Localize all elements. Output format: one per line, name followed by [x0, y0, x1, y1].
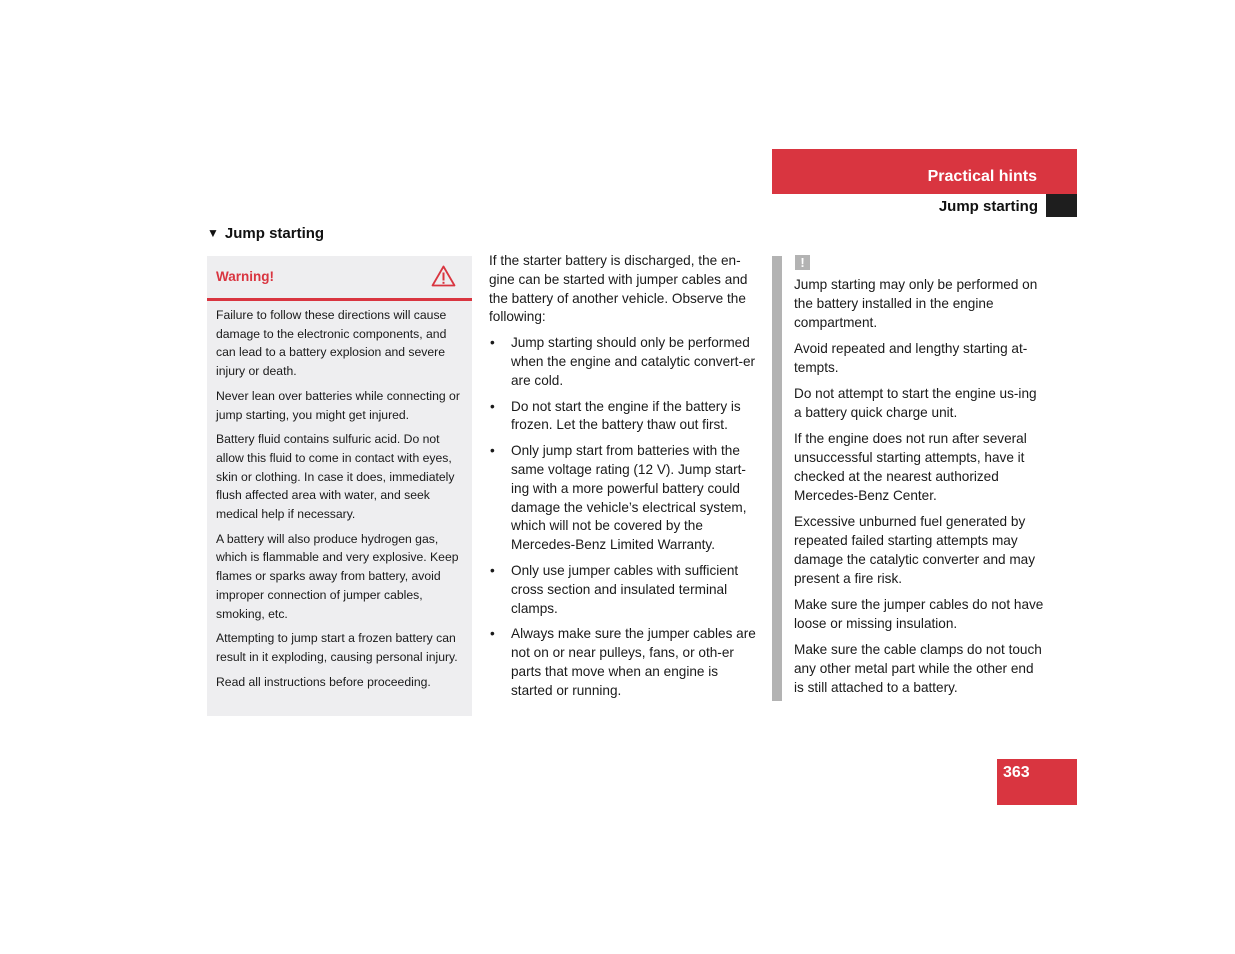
bullet-icon: • [490, 562, 495, 578]
warning-paragraph: Read all instructions before proceeding. [216, 674, 431, 689]
notice-paragraph: Make sure the cable clamps do not touch any other metal part while the other end is still attached to a battery. [794, 642, 1042, 695]
list-item [489, 625, 757, 700]
page-number-box [997, 759, 1077, 805]
warning-header [207, 256, 472, 301]
section-marker [1046, 194, 1077, 217]
bullet-icon: • [490, 443, 495, 459]
exclamation-icon: ! [795, 255, 810, 270]
list-item-text: Always make sure the jumper cables are not on or near pulleys, fans, or oth-er parts that move when an engine is started or running. [511, 626, 756, 698]
section-title: Jump starting [938, 198, 1038, 215]
warning-paragraph: A battery will also produce hydrogen gas, which is flammable and very explosive. Keep flames or sparks away from battery, avoid improper connection of jumper cables, smoking, etc. [216, 531, 459, 621]
warning-box [207, 256, 472, 716]
list-item-text: Only jump start from batteries with the same voltage rating (12 V). Jump start-ing with a more powerful battery could damage the vehicle’s electrical system, which will not be covered by the Mercedes-Benz Limited Warranty. [511, 443, 747, 553]
notice-paragraph: Make sure the jumper cables do not have loose or missing insulation. [794, 596, 1044, 631]
notice-paragraph: Excessive unburned fuel generated by repeated failed starting attempts may damage the catalytic converter and may present a fire risk. [794, 514, 1036, 586]
warning-label: Warning! [216, 269, 274, 284]
intro-paragraph: If the starter battery is discharged, the en-gine can be started with jumper cables and the battery of another vehicle. Observe the following: [489, 253, 748, 325]
warning-paragraph: Never lean over batteries while connecting or jump starting, you might get injured. [216, 388, 460, 422]
triangle-down-icon: ▼ [207, 226, 219, 240]
chapter-title: Practical hints [927, 168, 1037, 185]
notice-sidebar-bar [772, 256, 782, 701]
notice-text-column [794, 276, 1044, 705]
warning-paragraph: Attempting to jump start a frozen battery can result in it exploding, causing personal injury. [216, 631, 458, 664]
list-item-text: Only use jumper cables with sufficient cross section and insulated terminal clamps. [511, 562, 739, 616]
bullet-icon: • [490, 398, 495, 414]
instruction-list [489, 334, 757, 700]
main-text-column [489, 252, 757, 708]
list-item [489, 398, 757, 436]
list-item [489, 334, 757, 390]
notice-paragraph: If the engine does not run after several unsuccessful starting attempts, have it checked at the nearest authorized Mercedes-Benz Center. [794, 431, 1027, 503]
bullet-icon: • [490, 335, 495, 351]
warning-paragraph: Failure to follow these directions will cause damage to the electronic components, and can lead to a battery explosion and severe injury or death. [216, 308, 447, 379]
page-number: 363 [1003, 764, 1030, 781]
list-item [489, 562, 757, 618]
page-title [207, 225, 324, 242]
warning-body [207, 301, 472, 691]
notice-paragraph: Do not attempt to start the engine us-ing a battery quick charge unit. [794, 386, 1037, 420]
warning-paragraph: Battery fluid contains sulfuric acid. Do not allow this fluid to come in contact with eyes, skin or clothing. In case it does, immediately flush affected area with water, and seek medical help if necessary. [216, 432, 455, 522]
list-item-text: Jump starting should only be performed when the engine and catalytic convert-er are cold. [511, 335, 756, 388]
warning-triangle-icon [431, 265, 456, 287]
page-title-text: Jump starting [224, 225, 325, 242]
notice-paragraph: Jump starting may only be performed on the battery installed in the engine compartment. [794, 277, 1038, 330]
list-item-text: Do not start the engine if the battery is frozen. Let the battery thaw out first. [511, 398, 741, 433]
chapter-header [772, 149, 1077, 194]
notice-paragraph: Avoid repeated and lengthy starting at-tempts. [794, 340, 1028, 375]
bullet-icon: • [490, 626, 495, 642]
list-item [489, 442, 757, 555]
